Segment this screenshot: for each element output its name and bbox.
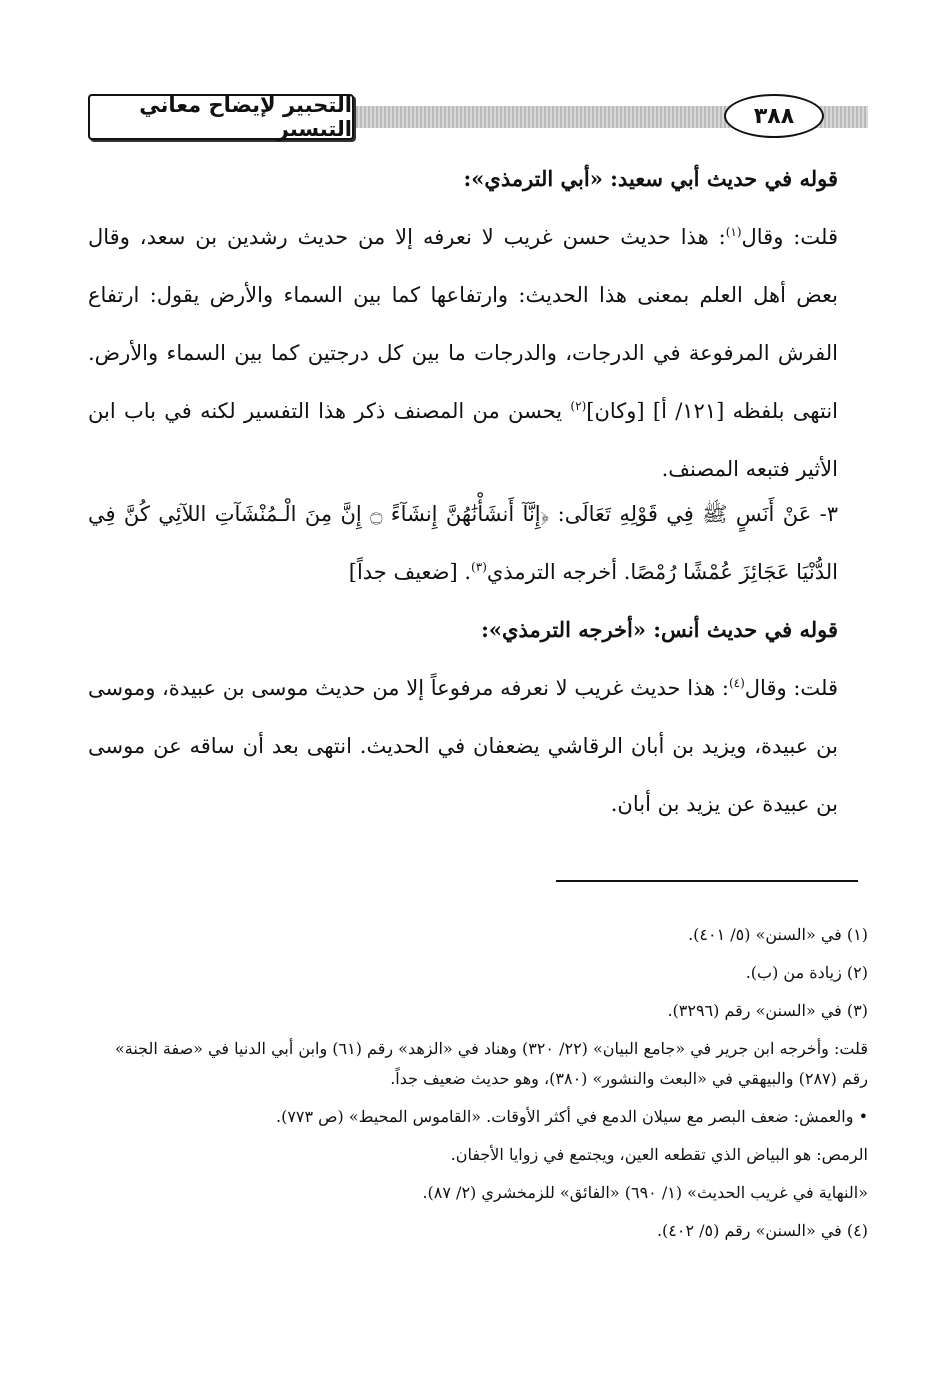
footnote-4: (٤) في «السنن» رقم (٥/ ٤٠٢). xyxy=(656,1221,868,1240)
page-number: ٣٨٨ xyxy=(724,94,824,138)
heading-text: قوله في حديث أبي سعيد: «أبي الترمذي»: xyxy=(463,166,838,191)
hadith-section xyxy=(88,485,868,833)
heading-text: قوله في حديث أنس: «أخرجه الترمذي»: xyxy=(481,617,838,642)
footnote-3-note: قلت: وأخرجه ابن جرير في «جامع البيان» (٢٢/ ٣٢٠) وهناد في «الزهد» رقم (٦١) وابن أبي الدنيا في «صفة الجنة» رقم (٢٨٧) والبيهقي في «البعث والنشور» (٣٨٠)، وهو حديث ضعيف جداً. xyxy=(114,1039,868,1088)
hadith-text: ٣- عَنْ أَنَسٍ ﷺ فِي قَوْلِهِ تَعَالَى: ﴿إِنَّآ أَنشَأْنَٰهُنَّ إِنشَآءً ۝ إِنَّ مِنَ الْـمُنْشَآتِ اللآئِي كُنَّ فِي الدُّنْيَا عَجَائِزَ عُمْشًا رُمْصًا. أخرجه الترمذي xyxy=(88,502,839,584)
footnote-3-source: «النهاية في غريب الحديث» (١/ ٦٩٠) «الفائق» للزمخشري (٢/ ٨٧). xyxy=(422,1183,868,1202)
footnote-ref-4: (٤) xyxy=(728,676,745,690)
footnote-3-gloss-amash: • والعمش: ضعف البصر مع سيلان الدمع في أكثر الأوقات. «القاموس المحيط» (ص ٧٧٣). xyxy=(275,1107,868,1126)
footnotes xyxy=(88,920,868,1254)
paragraph-hadith-3 xyxy=(88,485,868,601)
text-span: : هذا حديث غريب لا نعرفه مرفوعاً إلا من حديث موسى بن عبيدة، وموسى بن عبيدة، ويزيد بن أبان الرقاشي يضعفان في الحديث. انتهى بعد أن ساقه عن موسى بن عبيدة عن يزيد بن أبان. xyxy=(88,676,838,816)
running-header xyxy=(88,92,868,141)
text-span: : هذا حديث حسن غريب لا نعرفه إلا من حديث رشدين بن سعد، وقال بعض أهل العلم بمعنى هذا الحديث: وارتفاعها كما بين السماء والأرض يقول: ارتفاع الفرش المرفوعة في الدرجات، والدرجات ما بين كل درجتين كما بين السماء والأرض. انتهى بلفظه [١٢١/ أ] [وكان] xyxy=(88,225,838,423)
paragraph-commentary-2 xyxy=(88,659,868,833)
paragraph-heading-anas xyxy=(88,601,868,659)
grading-text: . [ضعيف جداً] xyxy=(348,560,472,584)
footnote-ref-1: (١) xyxy=(725,225,742,239)
footnote-3: (٣) في «السنن» رقم (٣٢٩٦). xyxy=(667,1001,868,1020)
paragraph-commentary-1 xyxy=(88,208,868,498)
footnote-separator xyxy=(556,880,858,882)
text-span: قلت: وقال xyxy=(741,225,838,249)
paragraph-heading-abi-saeed xyxy=(88,150,868,208)
footnote-ref-3: (٣) xyxy=(471,560,487,574)
footnote-3-gloss-ramas: الرمص: هو البياض الذي تقطعه العين، ويجتمع في زوايا الأجفان. xyxy=(450,1145,868,1164)
text-span: يحسن من المصنف ذكر هذا التفسير لكنه في باب ابن الأثير فتبعه المصنف. xyxy=(88,399,838,481)
footnote-2: (٢) زيادة من (ب). xyxy=(745,963,868,982)
book-title: التحبير لإيضاح معاني التيسير xyxy=(88,94,354,140)
text-span: قلت: وقال xyxy=(744,676,839,700)
main-text xyxy=(88,150,868,498)
footnote-ref-2: (٢) xyxy=(570,399,587,413)
footnote-1: (١) في «السنن» (٥/ ٤٠١). xyxy=(688,925,868,944)
